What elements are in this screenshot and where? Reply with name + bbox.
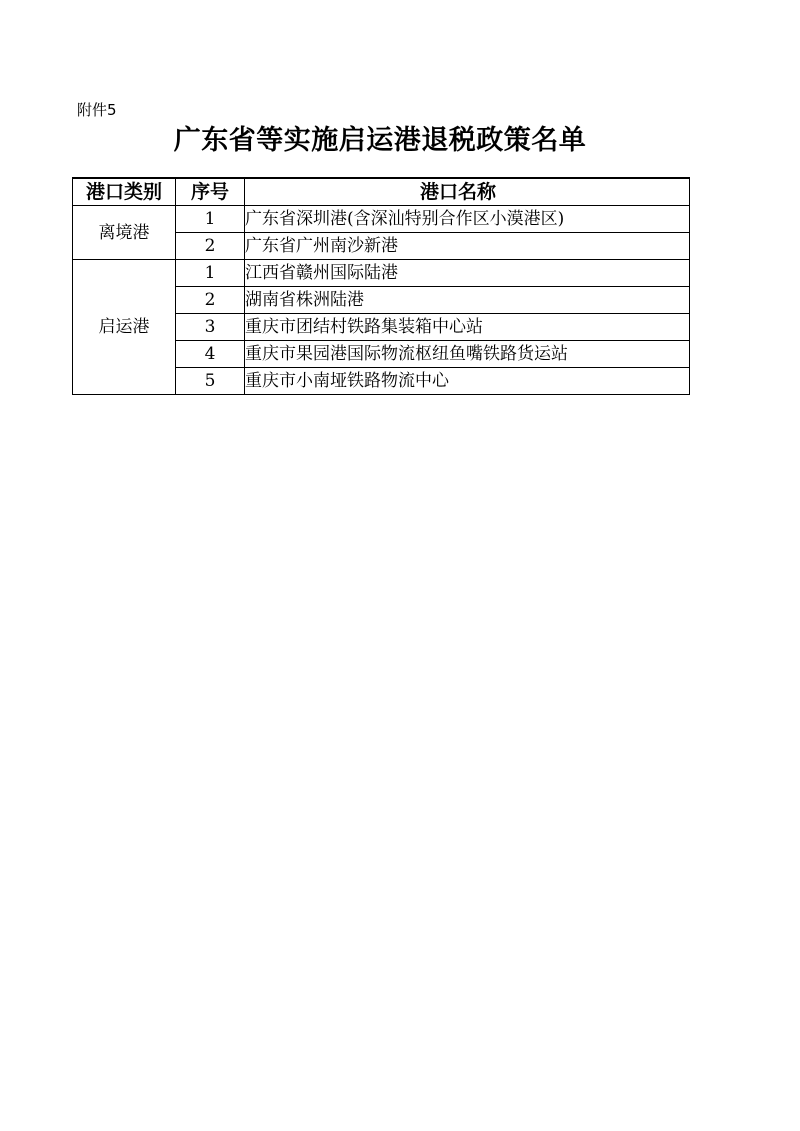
table-row bbox=[73, 206, 690, 233]
seq-cell: 3 bbox=[176, 314, 245, 341]
header-name: 港口名称 bbox=[245, 178, 690, 206]
seq-cell: 5 bbox=[176, 368, 245, 395]
port-name-cell: 江西省赣州国际陆港 bbox=[245, 260, 690, 287]
port-name-cell: 重庆市果园港国际物流枢纽鱼嘴铁路货运站 bbox=[245, 341, 690, 368]
category-cell-origin: 启运港 bbox=[73, 260, 176, 395]
header-category: 港口类别 bbox=[73, 178, 176, 206]
port-name-cell: 重庆市团结村铁路集装箱中心站 bbox=[245, 314, 690, 341]
attachment-label: 附件5 bbox=[77, 101, 117, 119]
port-name-cell: 湖南省株洲陆港 bbox=[245, 287, 690, 314]
port-list-table bbox=[72, 177, 690, 395]
seq-cell: 1 bbox=[176, 260, 245, 287]
table-row bbox=[73, 260, 690, 287]
seq-cell: 1 bbox=[176, 206, 245, 233]
table-header-row bbox=[73, 178, 690, 206]
header-seq: 序号 bbox=[176, 178, 245, 206]
page-title: 广东省等实施启运港退税政策名单 bbox=[173, 125, 587, 156]
seq-cell: 2 bbox=[176, 287, 245, 314]
port-name-cell: 广东省深圳港(含深汕特别合作区小漠港区) bbox=[245, 206, 690, 233]
seq-cell: 2 bbox=[176, 233, 245, 260]
port-name-cell: 广东省广州南沙新港 bbox=[245, 233, 690, 260]
port-name-cell: 重庆市小南垭铁路物流中心 bbox=[245, 368, 690, 395]
seq-cell: 4 bbox=[176, 341, 245, 368]
category-cell-departure: 离境港 bbox=[73, 206, 176, 260]
